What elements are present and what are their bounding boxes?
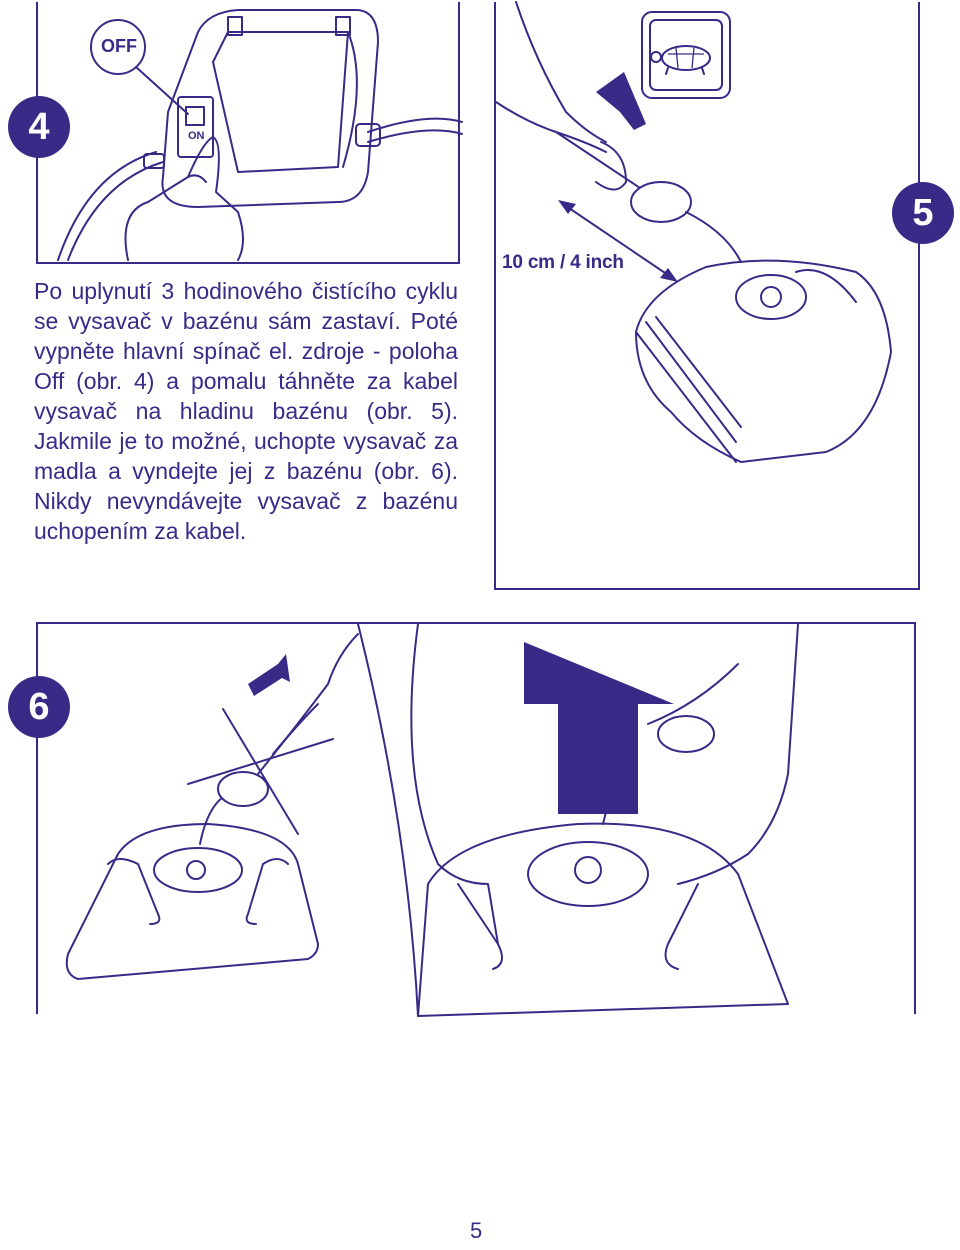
page-number: 5 — [470, 1218, 483, 1243]
figure-4-panel — [36, 2, 460, 264]
cable-pull-illustration — [496, 2, 922, 590]
figure-6-panel — [36, 622, 916, 1014]
distance-label: 10 cm / 4 inch — [502, 252, 624, 273]
on-switch-label: ON — [188, 130, 205, 142]
step-badge-5: 5 — [892, 182, 954, 244]
figure-5-panel — [494, 2, 920, 590]
off-callout-label: OFF — [101, 36, 137, 56]
step-badge-4: 4 — [8, 96, 70, 158]
instruction-text: Po uplynutí 3 hodinového čistícího cyklu se vysavač v bazénu sám zastaví. Poté vypněte hlavní spínač el. zdroje - poloha Off (obr. 4) a pomalu táhněte za kabel vysavač na hladinu bazénu (obr. 5). Jakmile je to možné, uchopte vysavač za madla a vyndejte jej z bazénu (obr. 6). Nikdy nevyndávejte vysavač z bazénu uchopením za kabel. — [34, 278, 458, 544]
removal-illustration — [38, 624, 918, 1016]
step-badge-6: 6 — [8, 676, 70, 738]
